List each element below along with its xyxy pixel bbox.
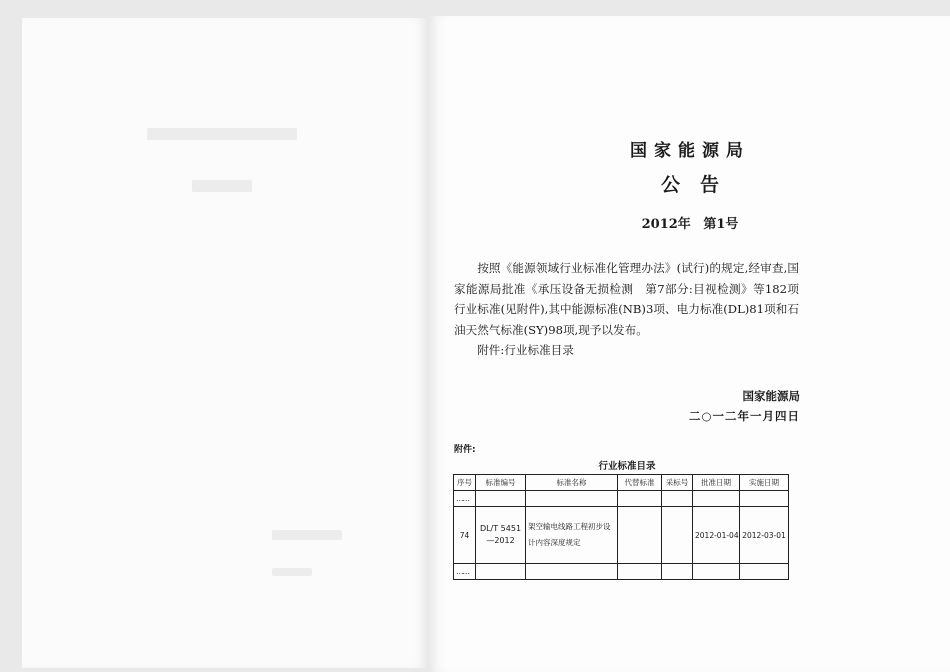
column-header: 采标号 <box>662 475 693 491</box>
cell-seq: 74 <box>454 507 476 564</box>
cell-approved: 2012-01-04 <box>693 507 740 564</box>
attachment-label: 附件: <box>454 445 476 455</box>
signature-date: 二○一二年一月四日 <box>688 409 800 423</box>
announcement-paragraph: 按照《能源领域行业标准化管理办法》(试行)的规定,经审查,国家能源局批准《承压设备无损检测 第7部分:目视检测》等182项行业标准(见附件),其中能源标准(NB)3项、电力标准(DL)81项和石油天然气标准(SY)98项,现予以发布。 <box>454 261 799 337</box>
ellipsis-cell: …… <box>454 491 476 507</box>
attachment-title: 行业标准目录 <box>598 461 656 472</box>
doc-number: 第1号 <box>703 217 739 232</box>
cell-effective: 2012-03-01 <box>740 507 789 564</box>
document-number <box>430 213 950 232</box>
org-title: 国家能源局 <box>630 141 750 161</box>
bleed-through-text <box>272 530 342 540</box>
cell-adopted <box>662 507 693 564</box>
ellipsis-cell: …… <box>454 564 476 580</box>
column-header: 批准日期 <box>693 475 740 491</box>
column-header: 序号 <box>454 475 476 491</box>
left-page <box>22 18 426 668</box>
column-header: 实施日期 <box>740 475 789 491</box>
bleed-through-text <box>147 128 297 140</box>
signature-org: 国家能源局 <box>742 389 800 403</box>
table-row <box>454 507 789 564</box>
attachment-reference: 附件:行业标准目录 <box>477 343 574 357</box>
table-row <box>454 564 789 580</box>
cell-code: DL/T 5451—2012 <box>476 507 526 564</box>
doc-type-title: 公告 <box>660 174 739 196</box>
column-header: 标准名称 <box>526 475 618 491</box>
table-row <box>454 491 789 507</box>
table-header-row <box>454 475 789 491</box>
cell-replaces <box>618 507 662 564</box>
bleed-through-text <box>272 568 312 576</box>
standards-table <box>453 474 789 580</box>
right-page <box>430 16 950 672</box>
cell-name: 架空输电线路工程初步设计内容深度规定 <box>526 507 618 564</box>
column-header: 标准编号 <box>476 475 526 491</box>
column-header: 代替标准 <box>618 475 662 491</box>
doc-year: 2012年 <box>641 217 691 232</box>
announcement-body <box>454 258 799 361</box>
bleed-through-text <box>192 180 252 192</box>
